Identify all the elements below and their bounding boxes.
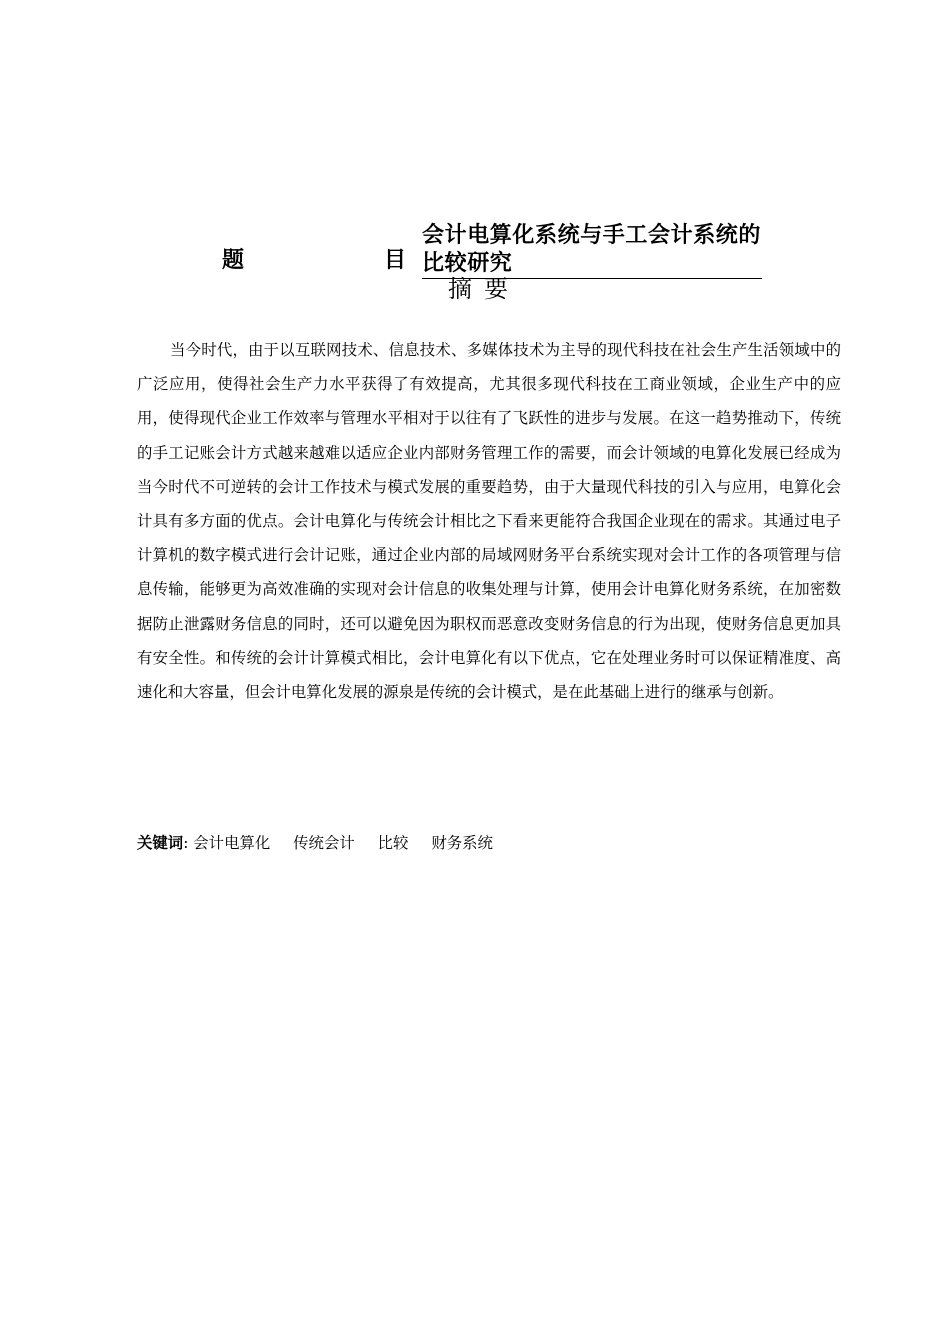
abstract-body: 当今时代，由于以互联网技术、信息技术、多媒体技术为主导的现代科技在社会生产生活领域中的广泛应用，使得社会生产力水平获得了有效提高，尤其很多现代科技在工商业领域，企业生产中的应用，使得现代企业工作效率与管理水平相对于以往有了飞跃性的进步与发展。在这一趋势推动下，传统的手工记账会计方式越来越难以适应企业内部财务管理工作的需要，而会计领域的电算化发展已经成为当今时代不可逆转的会计工作技术与模式发展的重要趋势，由于大量现代科技的引入与应用，电算化会计具有多方面的优点。会计电算化与传统会计相比之下看来更能符合我国企业现在的需求。其通过电子计算机的数字模式进行会计记账，通过企业内部的局域网财务平台系统实现对会计工作的各项管理与信息传输，能够更为高效准确的实现对会计信息的收集处理与计算，使用会计电算化财务系统，在加密数据防止泄露财务信息的同时，还可以避免因为职权而恶意改变财务信息的行为出现，使财务信息更加具有安全性。和传统的会计计算模式相比，会计电算化有以下优点，它在处理业务时可以保证精准度、高速化和大容量，但会计电算化发展的源泉是传统的会计模式，是在此基础上进行的继承与创新。 — [137, 341, 841, 702]
title-label-char-2: 目 — [384, 248, 407, 273]
keyword-item: 财务系统 — [431, 834, 493, 852]
keyword-item: 传统会计 — [293, 834, 355, 852]
keywords-label: 关键词 — [137, 834, 184, 852]
keyword-item: 比较 — [377, 834, 409, 852]
thesis-title: 会计电算化系统与手工会计系统的比较研究 — [422, 222, 762, 279]
keywords-line — [137, 828, 511, 858]
keyword-item: 会计电算化 — [193, 834, 271, 852]
title-label-char-1: 题 — [222, 248, 245, 273]
keywords-separator: : — [183, 834, 189, 852]
abstract-heading: 摘要 — [448, 275, 520, 303]
